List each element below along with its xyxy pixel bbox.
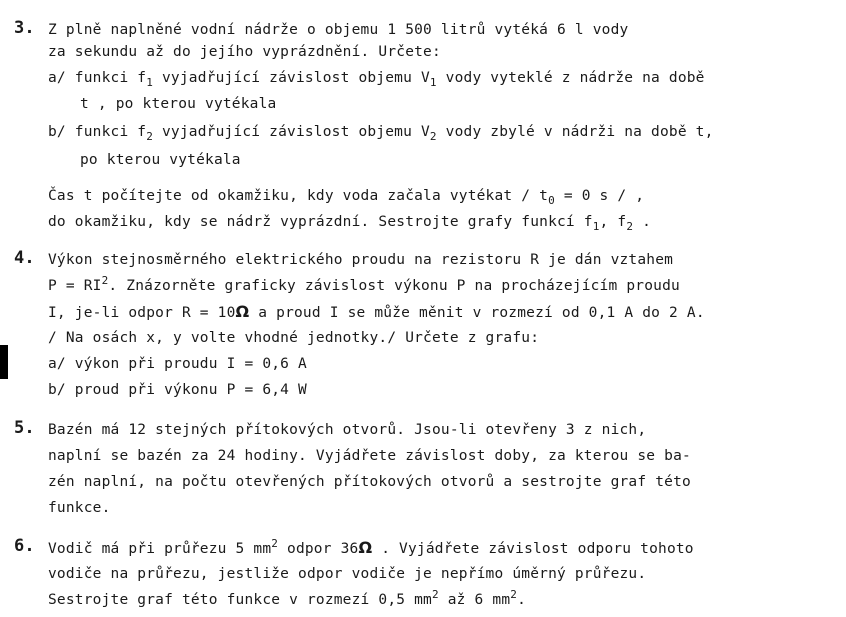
superscript: 2 <box>431 588 439 601</box>
text: / Na osách x, y volte vhodné jednotky./ Určete z grafu: <box>48 330 540 346</box>
problem-text-line <box>80 150 241 170</box>
problem-number: 4. <box>14 248 35 268</box>
text: a proud I se může měnit v rozmezí od 0,1 A do 2 A. <box>249 305 705 321</box>
problem-text-line <box>48 186 644 207</box>
subscript: 0 <box>548 194 555 207</box>
text: zén naplní, na počtu otevřených přítokových otvorů a sestrojte graf této <box>48 474 691 490</box>
text: = 0 s / , <box>554 188 645 204</box>
problem-text-line <box>48 302 705 323</box>
problem-text-line <box>48 276 680 297</box>
problem-text-line <box>48 446 691 466</box>
subscript: 1 <box>429 76 437 89</box>
text: vody zbylé v nádrži na době t, <box>436 124 714 140</box>
margin-marker <box>0 345 8 379</box>
superscript: 2 <box>271 537 279 550</box>
problem-text-line <box>48 20 628 40</box>
problem-text-line <box>48 380 307 400</box>
text: b/ funkci f <box>48 124 147 140</box>
problem-text-line <box>80 94 276 114</box>
text: Výkon stejnosměrného elektrického proudu na rezistoru R je dán vztahem <box>48 252 674 268</box>
text: vodiče na průřezu, jestliže odpor vodiče je nepřímo úměrný průřezu. <box>48 566 647 582</box>
problem-text-line <box>48 42 441 62</box>
problem-number: 5. <box>14 418 35 438</box>
text: vyjadřující závislost objemu V <box>153 70 430 86</box>
text: b/ proud při výkonu P = 6,4 W <box>48 382 307 398</box>
problem-text-line <box>48 420 646 440</box>
text: naplní se bazén za 24 hodiny. Vyjádřete závislost doby, za kterou se ba- <box>48 448 691 464</box>
problem-number: 3. <box>14 18 35 38</box>
superscript: 2 <box>101 274 109 287</box>
problem-text-line <box>48 498 111 518</box>
text: do okamžiku, kdy se nádrž vyprázdní. Sestrojte grafy funkcí f <box>48 214 593 230</box>
text: . Vyjádřete závislost odporu tohoto <box>372 541 694 557</box>
problem-text-line <box>48 328 539 348</box>
text: Sestrojte graf této funkce v rozmezí 0,5 mm <box>48 592 432 608</box>
problem-text-line <box>48 564 646 584</box>
text: . Znázorněte graficky závislost výkonu P na procházejícím proudu <box>108 278 680 294</box>
ohm-symbol: Ω <box>358 538 373 557</box>
problem-number: 6. <box>14 536 35 556</box>
text: . <box>633 214 652 230</box>
subscript: 2 <box>429 130 437 143</box>
text: t , po kterou vytékala <box>80 96 277 112</box>
problem-text-line <box>48 212 651 233</box>
problem-text-line <box>48 472 691 492</box>
ohm-symbol: Ω <box>235 302 250 321</box>
text: za sekundu až do jejího vyprázdnění. Určete: <box>48 44 441 60</box>
text: Z plně naplněné vodní nádrže o objemu 1 500 litrů vytéká 6 l vody <box>48 22 629 38</box>
text: , f <box>599 214 627 230</box>
subscript: 1 <box>592 220 600 233</box>
text: vyjadřující závislost objemu V <box>153 124 430 140</box>
text: odpor 36 <box>278 541 359 557</box>
text: Bazén má 12 stejných přítokových otvorů. Jsou-li otevřeny 3 z nich, <box>48 422 647 438</box>
subscript: 2 <box>626 220 634 233</box>
problem-text-line <box>48 538 694 560</box>
problem-text-line <box>48 68 705 89</box>
text: P = RI <box>48 278 102 294</box>
subscript: 1 <box>146 76 154 89</box>
text: I, je-li odpor R = 10 <box>48 305 236 321</box>
text: . <box>517 592 527 608</box>
problem-text-line <box>48 590 526 611</box>
problem-text-line <box>48 354 307 374</box>
text: Čas t počítejte od okamžiku, kdy voda začala vytékat / t <box>48 188 549 204</box>
text: po kterou vytékala <box>80 152 241 168</box>
text: a/ funkci f <box>48 70 147 86</box>
superscript: 2 <box>510 588 518 601</box>
subscript: 2 <box>146 130 154 143</box>
problem-text-line <box>48 122 714 143</box>
problem-text-line <box>48 250 673 270</box>
text: funkce. <box>48 500 111 516</box>
text: a/ výkon při proudu I = 0,6 A <box>48 356 307 372</box>
text: Vodič má při průřezu 5 mm <box>48 541 272 557</box>
text: vody vyteklé z nádrže na době <box>436 70 705 86</box>
text: až 6 mm <box>438 592 511 608</box>
